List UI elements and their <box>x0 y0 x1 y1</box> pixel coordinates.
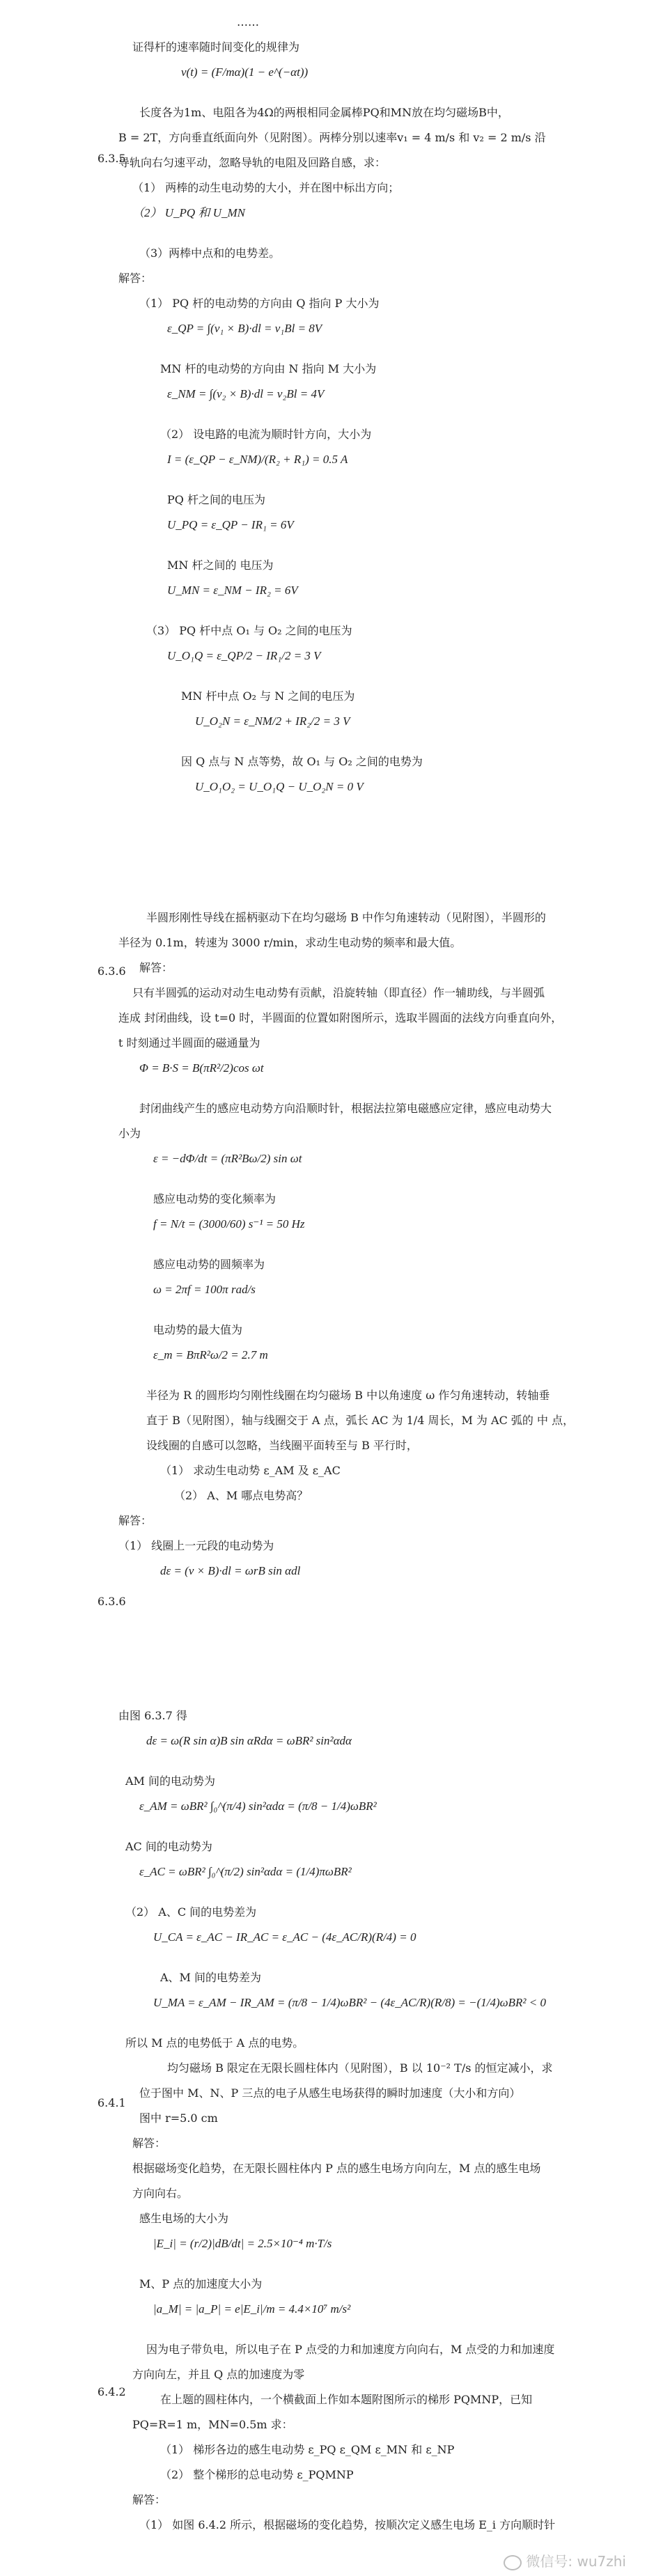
equation-line: （2） U_PQ 和 U_MN <box>132 206 245 219</box>
text-line: 所以 M 点的电势低于 A 点的电势。 <box>125 2036 304 2050</box>
equation-line: Φ = B·S = B(πR²/2)cos ωt <box>139 1061 264 1075</box>
text-line: （1） 梯形各边的感生电动势 ε_PQ ε_QM ε_MN 和 ε_NP <box>160 2443 455 2456</box>
text-line: （1） 求动生电动势 ε_AM 及 ε_AC <box>160 1464 341 1477</box>
problem-number: 6.4.2 <box>98 2385 126 2398</box>
problem-number: 6.3.5 <box>98 152 126 165</box>
equation-line: U_MN = ε_NM − IR₂ = 6V <box>167 584 298 597</box>
problem-number: 6.4.1 <box>98 2096 126 2109</box>
text-line: 解答： <box>118 1514 153 1527</box>
text-line: （1） 如图 6.4.2 所示，根据磁场的变化趋势，按顺次定义感生电场 E_i 方向顺时针 <box>139 2518 556 2531</box>
text-line: 解答： <box>132 2493 166 2506</box>
text-line: 解答： <box>132 2137 166 2150</box>
text-line: （2） A、C 间的电势差为 <box>125 1905 257 1919</box>
equation-line: v(t) = (F/mα)(1 − e^(−αt)) <box>181 65 309 79</box>
text-line: PQ 杆之间的电压为 <box>167 493 265 506</box>
text-line: 长度各为1m、电阻各为4Ω的两根相同金属棒PQ和MN放在均匀磁场B中， <box>139 106 509 119</box>
text-line: 因为电子带负电，所以电子在 P 点受的力和加速度方向向右，M 点受的力和加速度 <box>146 2343 555 2356</box>
equation-line: dε = (v × B)·dl = ωrB sin αdl <box>160 1564 301 1577</box>
text-line: （1） PQ 杆的电动势的方向由 Q 指向 P 大小为 <box>139 297 380 310</box>
text-line: 半径为 R 的圆形均匀刚性线圈在均匀磁场 B 中以角速度 ω 作匀角速转动，转轴垂 <box>146 1389 550 1402</box>
text-line: 由图 6.3.7 得 <box>118 1709 187 1722</box>
equation-line: ε_m = BπR²ω/2 = 2.7 m <box>153 1348 268 1361</box>
equation-line: ε = −dΦ/dt = (πR²Bω/2) sin ωt <box>153 1152 302 1165</box>
text-line: 封闭曲线产生的感应电动势方向沿顺时针，根据法拉第电磁感应定律，感应电动势大 <box>139 1102 552 1115</box>
text-line: AC 间的电动势为 <box>125 1840 212 1853</box>
text-line: 在上题的圆柱体内，一个横截面上作如本题附图所示的梯形 PQMNP，已知 <box>160 2393 533 2406</box>
watermark: 微信号: wu7zhi <box>504 2550 626 2570</box>
text-line: 只有半圆弧的运动对动生电动势有贡献，沿旋转轴（即直径）作一辅助线，与半圆弧 <box>132 986 545 999</box>
text-line: （3） PQ 杆中点 O₁ 与 O₂ 之间的电压为 <box>146 624 352 637</box>
text-line: t 时刻通过半圆面的磁通量为 <box>118 1036 260 1049</box>
equation-line: U_O₁O₂ = U_O₁Q − U_O₂N = 0 V <box>195 780 364 793</box>
text-line: 设线圈的自感可以忽略，当线圈平面转至与 B 平行时， <box>146 1439 418 1452</box>
text-line: 半径为 0.1m，转速为 3000 r/min，求动生电动势的频率和最大值。 <box>118 936 462 949</box>
text-line: （2） 整个梯形的总电动势 ε_PQMNP <box>160 2468 354 2481</box>
equation-line: U_O₁Q = ε_QP/2 − IR₁/2 = 3 V <box>167 649 321 662</box>
text-line: 解答： <box>118 272 153 285</box>
text-line: 均匀磁场 B 限定在无限长圆柱体内（见附图），B 以 10⁻² T/s 的恒定减小，求 <box>167 2061 553 2075</box>
text-line: 半圆形刚性导线在摇柄驱动下在均匀磁场 B 中作匀角速转动（见附图），半圆形的 <box>146 911 546 924</box>
text-line: B = 2T，方向垂直纸面向外（见附图）。两棒分别以速率v₁ = 4 m/s 和 v₂ = 2 m/s 沿 <box>118 131 546 144</box>
text-line: A、M 间的电势差为 <box>160 1971 262 1984</box>
text-line: 直于 B（见附图），轴与线圈交于 A 点，弧长 AC 为 1/4 周长，M 为 AC 弧的 中 点， <box>146 1414 575 1427</box>
text-line: PQ=R=1 m，MN=0.5m 求： <box>132 2418 293 2431</box>
text-line: AM 间的电动势为 <box>125 1774 216 1788</box>
equation-line: dε = ω(R sin α)B sin αRdα = ωBR² sin²αdα <box>146 1734 352 1747</box>
equation-line: ε_AC = ωBR² ∫₀^(π/2) sin²αdα = (1/4)πωBR² <box>139 1865 352 1878</box>
text-line: 感应电动势的变化频率为 <box>153 1192 276 1205</box>
text-line: （1） 两棒的动生电动势的大小，并在图中标出方向； <box>132 181 400 194</box>
text-line: （3）两棒中点和的电势差。 <box>139 247 281 260</box>
text-line: MN 杆中点 O₂ 与 N 之间的电压为 <box>181 689 355 703</box>
text-line: （2） A、M 哪点电势高？ <box>174 1489 309 1502</box>
equation-line: U_CA = ε_AC − IR_AC = ε_AC − (4ε_AC/R)(R/4) = 0 <box>153 1930 416 1944</box>
text-line: M、P 点的加速度大小为 <box>139 2277 263 2290</box>
text-line: 因 Q 点与 N 点等势，故 O₁ 与 O₂ 之间的电势为 <box>181 755 423 768</box>
problem-number: 6.3.6 <box>98 965 126 978</box>
text-line: 位于图中 M、N、P 三点的电子从感生电场获得的瞬时加速度（大小和方向） <box>139 2086 521 2100</box>
text-line: 图中 r=5.0 cm <box>139 2111 218 2125</box>
equation-line: ω = 2πf = 100π rad/s <box>153 1283 256 1296</box>
text-line: MN 杆之间的 电压为 <box>167 559 274 572</box>
text-line: 感应电动势的圆频率为 <box>153 1258 265 1271</box>
wechat-icon <box>504 2555 522 2570</box>
text-line: 方向向左，并且 Q 点的加速度为零 <box>132 2368 305 2381</box>
text-line: 小为 <box>118 1127 141 1140</box>
equation-line: ε_NM = ∫(v₂ × B)·dl = v₂Bl = 4V <box>167 387 325 400</box>
text-line: 导轨向右匀速平动，忽略导轨的电阻及回路自感，求： <box>118 156 387 169</box>
problem-number: 6.3.6 <box>98 1595 126 1608</box>
text-line: 连成 封闭曲线，设 t=0 时，半圆面的位置如附图所示，选取半圆面的法线方向垂直向外， <box>118 1011 563 1024</box>
equation-line: ε_AM = ωBR² ∫₀^(π/4) sin²αdα = (π/8 − 1/4)ωBR² <box>139 1800 377 1813</box>
equation-line: I = (ε_QP − ε_NM)/(R₂ + R₁) = 0.5 A <box>167 453 348 466</box>
text-line: 感生电场的大小为 <box>139 2212 229 2225</box>
equation-line: U_MA = ε_AM − IR_AM = (π/8 − 1/4)ωBR² − (4ε_AC/R)(R/8) = −(1/4)ωBR² < 0 <box>153 1996 546 2009</box>
equation-line: U_PQ = ε_QP − IR₁ = 6V <box>167 518 294 531</box>
equation-line: U_O₂N = ε_NM/2 + IR₂/2 = 3 V <box>195 715 350 728</box>
text-line: MN 杆的电动势的方向由 N 指向 M 大小为 <box>160 362 377 375</box>
text-line: 解答： <box>139 961 173 974</box>
text-line: （1） 线圈上一元段的电动势为 <box>118 1539 274 1552</box>
text-line: …… <box>237 15 259 29</box>
equation-line: |E_i| = (r/2)|dB/dt| = 2.5×10⁻⁴ m·T/s <box>153 2237 332 2250</box>
text-line: 根据磁场变化趋势，在无限长圆柱体内 P 点的感生电场方向向左，M 点的感生电场 <box>132 2162 541 2175</box>
text-line: 方向向右。 <box>132 2187 189 2200</box>
equation-line: f = N/t = (3000/60) s⁻¹ = 50 Hz <box>153 1217 305 1231</box>
equation-line: |a_M| = |a_P| = e|E_i|/m = 4.4×10⁷ m/s² <box>153 2302 351 2316</box>
text-line: 电动势的最大值为 <box>153 1323 243 1336</box>
text-line: 证得杆的速率随时间变化的规律为 <box>132 40 300 54</box>
equation-line: ε_QP = ∫(v₁ × B)·dl = v₁Bl = 8V <box>167 322 322 335</box>
text-line: （2） 设电路的电流为顺时针方向，大小为 <box>160 428 372 441</box>
